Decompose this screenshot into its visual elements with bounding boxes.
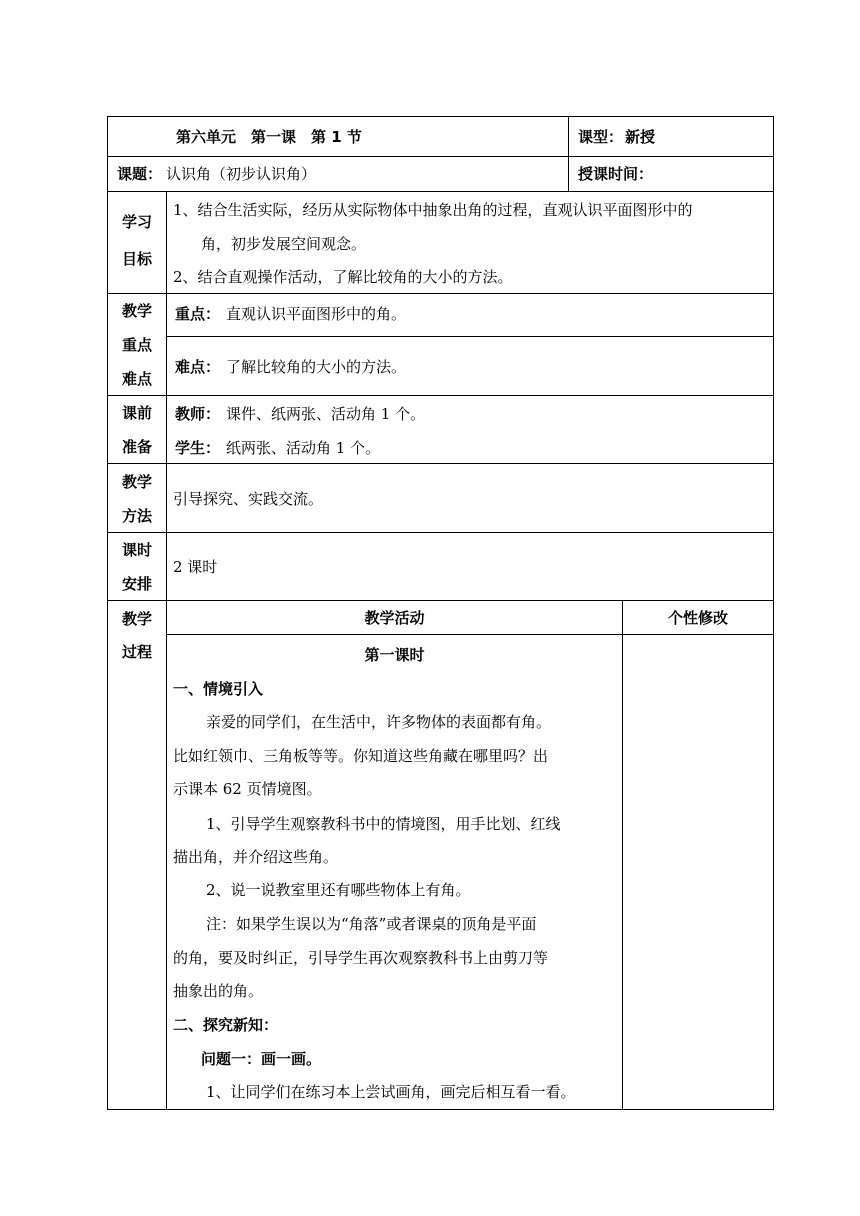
schedule-label-1: 课时	[121, 541, 152, 559]
difficulty-value: 了解比较角的大小的方法。	[226, 358, 407, 376]
method-label-1: 教学	[121, 473, 152, 491]
modify-column-header: 个性修改	[667, 609, 728, 627]
session-title: 第一课时	[364, 646, 425, 664]
objective-line-1: 1、结合生活实际，经历从实际物体中抽象出角的过程，直观认识平面图形中的	[173, 201, 693, 219]
focus-label-1: 教学	[121, 302, 152, 320]
paragraph-2-line-2: 描出角，并介绍这些角。	[173, 848, 339, 866]
schedule-label-2: 安排	[121, 575, 152, 593]
prep-label-1: 课前	[121, 404, 152, 422]
paragraph-4-line-1: 注：如果学生误以为“角落”或者课桌的顶角是平面	[206, 915, 537, 933]
objective-line-3: 2、结合直观操作活动，了解比较角的大小的方法。	[173, 268, 513, 286]
teacher-value: 课件、纸两张、活动角 1 个。	[226, 405, 426, 423]
topic-value: 认识角（初步认识角）	[166, 165, 317, 183]
question-1-line-1: 1、让同学们在练习本上尝试画角，画完后相互看一看。	[206, 1083, 576, 1101]
time-label: 授课时间：	[578, 165, 654, 183]
process-label-1: 教学	[121, 610, 152, 628]
section-2-title: 二、探究新知：	[173, 1016, 279, 1034]
schedule-content-cell	[166, 532, 774, 601]
student-value: 纸两张、活动角 1 个。	[226, 439, 381, 457]
teacher-label: 教师：	[175, 405, 221, 423]
difficulty-label: 难点：	[175, 358, 221, 376]
process-label-cell	[107, 600, 167, 1110]
paragraph-4-line-3: 抽象出的角。	[173, 982, 264, 1000]
focus-label-3: 难点	[121, 370, 152, 388]
prep-label-2: 准备	[121, 438, 152, 456]
objective-line-2: 角，初步发展空间观念。	[201, 235, 367, 253]
lesson-title: 第六单元 第一课 第 1 节	[176, 128, 362, 146]
objectives-label-1: 学习	[121, 213, 152, 231]
key-point-label: 重点：	[175, 305, 221, 323]
question-1-title: 问题一：画一画。	[201, 1050, 322, 1068]
focus-label-2: 重点	[121, 336, 152, 354]
section-1-title: 一、情境引入	[173, 680, 264, 698]
paragraph-1-line-3: 示课本 62 页情境图。	[173, 780, 322, 798]
paragraph-3-line-1: 2、说一说教室里还有哪些物体上有角。	[206, 881, 471, 899]
process-label-2: 过程	[121, 643, 152, 661]
method-label-2: 方法	[121, 507, 152, 525]
activity-body-cell	[166, 634, 623, 1110]
modify-body-cell	[622, 634, 774, 1110]
lesson-type-label: 课型：	[578, 128, 624, 146]
activity-column-header: 教学活动	[364, 609, 425, 627]
student-label: 学生：	[175, 439, 221, 457]
key-point-value: 直观认识平面图形中的角。	[226, 305, 407, 323]
schedule-value: 2 课时	[173, 558, 218, 576]
paragraph-4-line-2: 的角，要及时纠正，引导学生再次观察教科书上由剪刀等	[173, 949, 549, 967]
lesson-type-value: 新授	[625, 128, 656, 146]
method-value: 引导探究、实践交流。	[173, 490, 324, 508]
paragraph-1-line-1: 亲爱的同学们，在生活中，许多物体的表面都有角。	[206, 713, 552, 731]
paragraph-2-line-1: 1、引导学生观察教科书中的情境图，用手比划、红线	[206, 815, 561, 833]
objectives-label-2: 目标	[121, 250, 152, 268]
paragraph-1-line-2: 比如红领巾、三角板等等。你知道这些角藏在哪里吗？出	[173, 747, 549, 765]
topic-label: 课题：	[117, 165, 163, 183]
